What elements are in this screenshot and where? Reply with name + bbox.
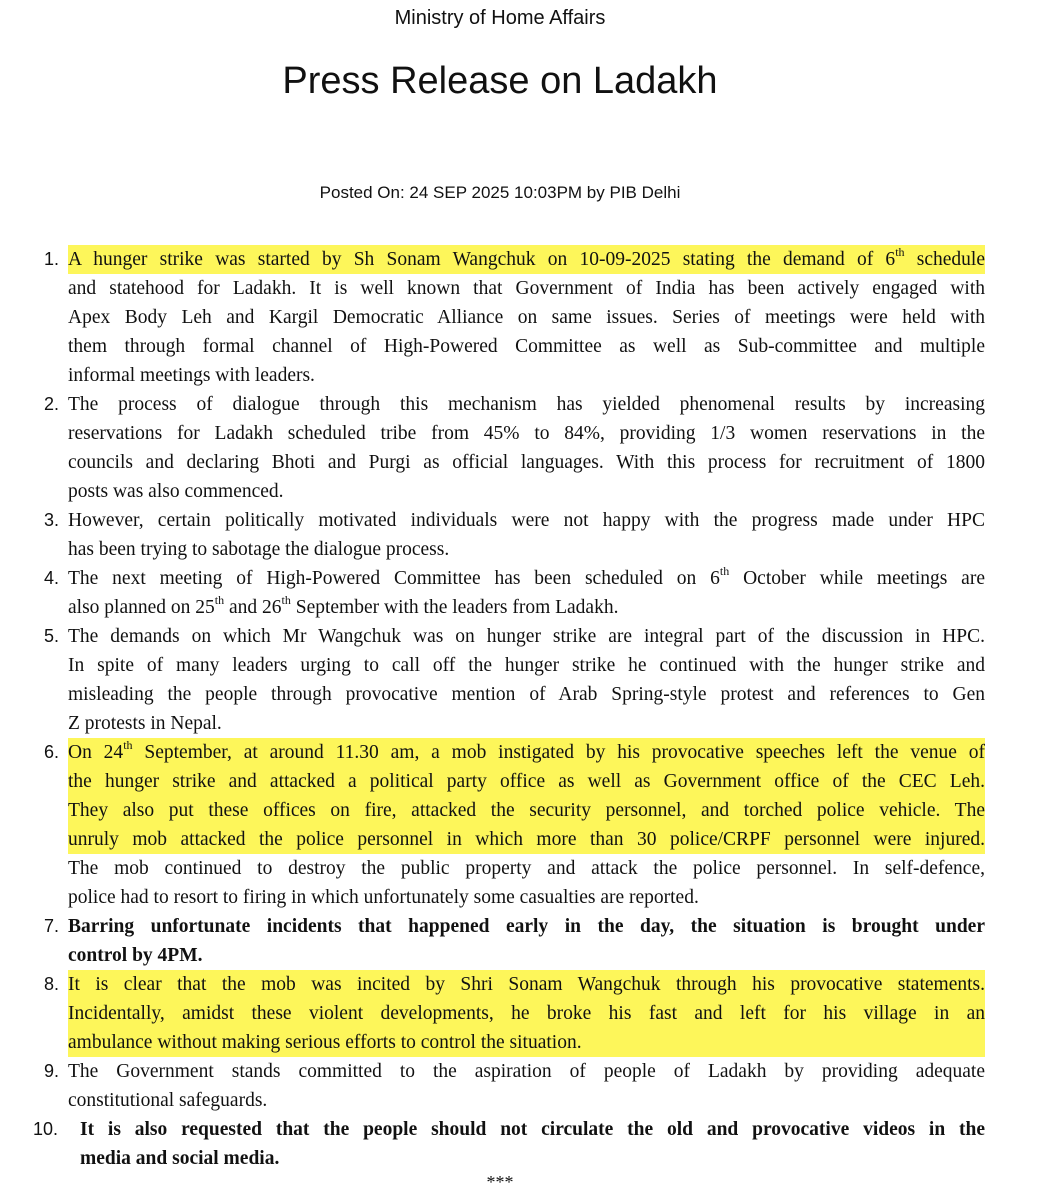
point-2 <box>0 390 1041 506</box>
text-line: media and social media. <box>80 1148 280 1169</box>
text-line: also planned on 25th and 26th September with the leaders from Ladakh. <box>68 592 619 618</box>
point-number: 10. <box>33 1119 59 1139</box>
posted-on-line: Posted On: 24 SEP 2025 10:03PM by PIB Delhi <box>319 183 681 202</box>
text-line: councils and declaring Bhoti and Purgi as official languages. With this process for recruitment of 1800 <box>68 452 985 473</box>
point-text <box>68 738 985 912</box>
point-number: 9. <box>44 1061 60 1081</box>
highlighted-text: ambulance without making serious efforts to control the situation. <box>68 1028 985 1057</box>
text-line: constitutional safeguards. <box>68 1090 268 1111</box>
text-line: In spite of many leaders urging to call off the hunger strike he continued with the hunger strike and <box>68 655 985 676</box>
text-line: The mob continued to destroy the public property and attack the police personnel. In self-defence, <box>68 858 985 879</box>
text-line <box>68 825 985 854</box>
point-text <box>68 622 985 738</box>
point-7 <box>0 912 1041 970</box>
point-number: 2. <box>44 394 60 414</box>
ministry-name: Ministry of Home Affairs <box>394 7 606 29</box>
point-text <box>68 390 985 506</box>
highlighted-text: Incidentally, amidst these violent developments, he broke his fast and left for his village in an <box>68 999 985 1028</box>
text-line: misleading the people through provocative mention of Arab Spring-style protest and references to Gen <box>68 684 985 705</box>
text-line: posts was also commenced. <box>68 481 284 502</box>
point-number: 3. <box>44 510 60 530</box>
text-line <box>68 738 985 767</box>
point-number: 4. <box>44 568 60 588</box>
point-number: 1. <box>44 249 60 269</box>
point-6 <box>0 738 1041 912</box>
text-line: reservations for Ladakh scheduled tribe from 45% to 84%, providing 1/3 women reservations in the <box>68 423 985 444</box>
text-line: and statehood for Ladakh. It is well known that Government of India has been actively engaged with <box>68 278 985 299</box>
highlighted-text: They also put these offices on fire, attacked the security personnel, and torched police vehicle. The <box>68 796 985 825</box>
text-line: Barring unfortunate incidents that happened early in the day, the situation is brought under <box>68 916 985 937</box>
text-line: The Government stands committed to the aspiration of people of Ladakh by providing adequate <box>68 1061 985 1082</box>
point-number: 7. <box>44 916 60 936</box>
point-text <box>68 912 985 970</box>
point-4 <box>0 564 1041 622</box>
point-number: 6. <box>44 742 60 762</box>
point-text <box>68 1057 985 1115</box>
text-line: them through formal channel of High-Powered Committee as well as Sub-committee and multiple <box>68 336 985 357</box>
point-3 <box>0 506 1041 564</box>
text-line: informal meetings with leaders. <box>68 365 315 386</box>
point-5 <box>0 622 1041 738</box>
point-10 <box>0 1115 1041 1173</box>
point-number: 8. <box>44 974 60 994</box>
page-title: Press Release on Ladakh <box>282 60 718 102</box>
press-release-points <box>0 245 1041 1173</box>
point-number: 5. <box>44 626 60 646</box>
highlighted-text: the hunger strike and attacked a political party office as well as Government office of the CEC Leh. <box>68 767 985 796</box>
point-8 <box>0 970 1041 1057</box>
highlighted-text: On 24th September, at around 11.30 am, a mob instigated by his provocative speeches left the venue of <box>68 738 985 767</box>
text-line: Z protests in Nepal. <box>68 713 222 734</box>
point-text <box>68 506 985 564</box>
text-line <box>68 1028 985 1057</box>
text-line: The next meeting of High-Powered Committee has been scheduled on 6th October while meetings are <box>68 563 985 589</box>
highlighted-text: A hunger strike was started by Sh Sonam Wangchuk on 10-09-2025 stating the demand of 6th schedule <box>68 245 985 274</box>
end-separator: *** <box>486 1172 514 1192</box>
text-line: Apex Body Leh and Kargil Democratic Alliance on same issues. Series of meetings were held with <box>68 307 985 328</box>
text-line: police had to resort to firing in which unfortunately some casualties are reported. <box>68 887 699 908</box>
text-line: The demands on which Mr Wangchuk was on hunger strike are integral part of the discussion in HPC. <box>68 626 985 647</box>
point-1 <box>0 245 1041 390</box>
text-line: It is also requested that the people should not circulate the old and provocative videos in the <box>80 1119 985 1140</box>
point-9 <box>0 1057 1041 1115</box>
text-line: has been trying to sabotage the dialogue process. <box>68 539 450 560</box>
highlighted-text: It is clear that the mob was incited by Shri Sonam Wangchuk through his provocative statements. <box>68 970 985 999</box>
text-line <box>68 999 985 1028</box>
text-line <box>68 796 985 825</box>
text-line <box>68 767 985 796</box>
point-text <box>80 1115 985 1173</box>
point-text <box>68 970 985 1057</box>
point-text <box>68 245 985 390</box>
text-line: However, certain politically motivated individuals were not happy with the progress made under HPC <box>68 510 985 531</box>
highlighted-text: unruly mob attacked the police personnel in which more than 30 police/CRPF personnel were injured. <box>68 825 985 854</box>
point-text <box>68 564 985 622</box>
text-line <box>68 245 985 274</box>
text-line: The process of dialogue through this mechanism has yielded phenomenal results by increasing <box>68 394 985 415</box>
text-line <box>68 970 985 999</box>
text-line: control by 4PM. <box>68 945 203 966</box>
